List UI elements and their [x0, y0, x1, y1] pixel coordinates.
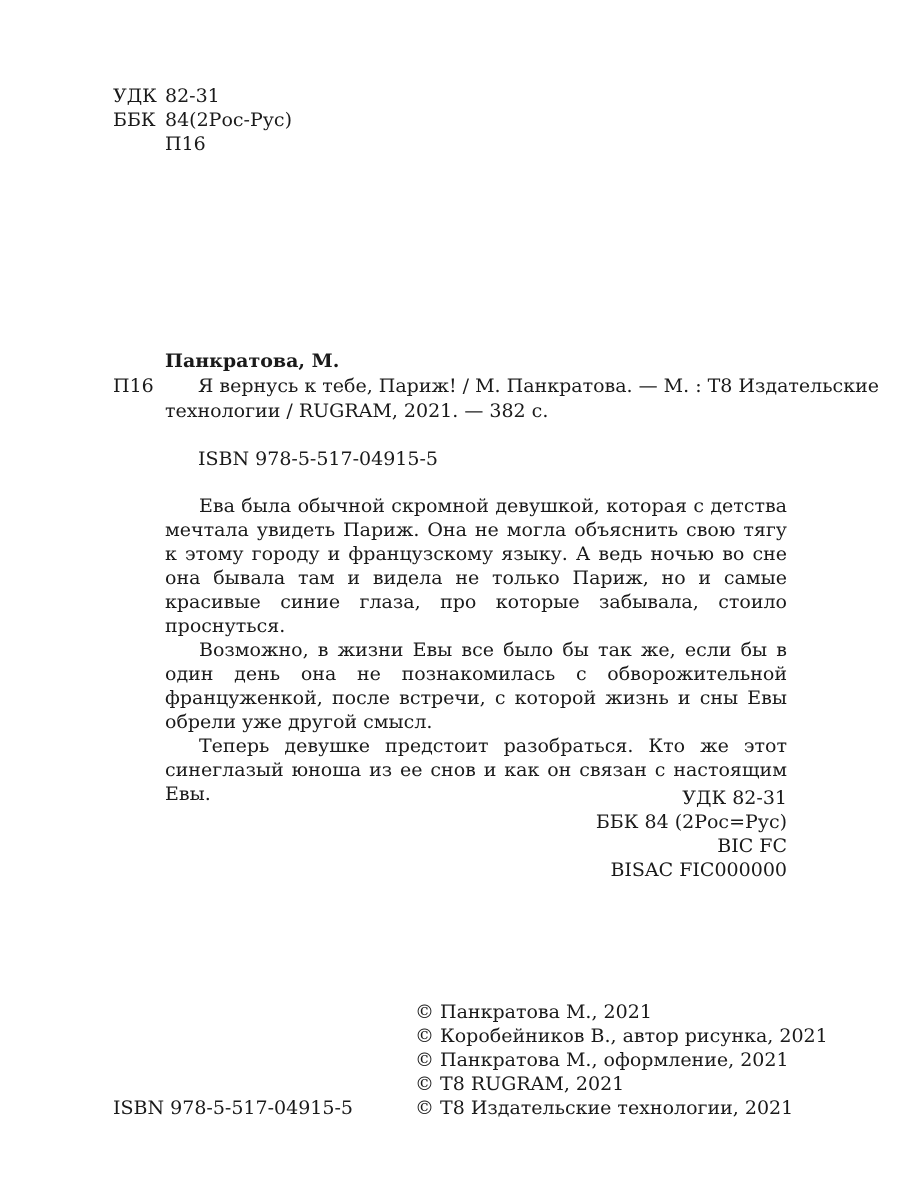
entry-title-line2: технологии / RUGRAM, 2021. — 382 с.	[165, 400, 549, 422]
copyright-line: © Т8 Издательские технологии, 2021	[415, 1097, 794, 1119]
entry-sign: П16	[113, 375, 154, 397]
annotation-paragraph: Возможно, в жизни Евы все было бы так же, если бы в один день она не познакомилась с обворожительной француженкой, после встречи, с которой жизнь и сны Евы обрели уже другой смысл.	[165, 639, 787, 733]
entry-author: Панкратова, М.	[165, 350, 340, 372]
classification-udk: УДК 82-31	[682, 787, 787, 809]
classification-bbk: ББК 84 (2Рос=Рус)	[595, 811, 787, 833]
footer-isbn: ISBN 978-5-517-04915-5	[113, 1097, 353, 1119]
copyright-line: © Панкратова М., 2021	[415, 1001, 652, 1023]
copyright-line: © Панкратова М., оформление, 2021	[415, 1049, 789, 1071]
entry-isbn: ISBN 978-5-517-04915-5	[198, 448, 438, 470]
bbk-label: ББК	[113, 109, 156, 131]
entry-title-line1: Я вернусь к тебе, Париж! / М. Панкратова. — М. : Т8 Издательские	[198, 375, 879, 397]
copyright-line: © Коробейников В., автор рисунка, 2021	[415, 1025, 828, 1047]
annotation-paragraph: Ева была обычной скромной девушкой, которая с детства мечтала увидеть Париж. Она не могла объяснить свою тягу к этому городу и французскому языку. А ведь ночью во сне она бывала там и видела не только Париж, но и самые красивые синие глаза, про которые забывала, стоило проснуться.	[165, 495, 787, 637]
udk-value: 82-31	[165, 85, 220, 107]
udk-label: УДК	[113, 85, 157, 107]
bbk-value: 84(2Рос-Рус)	[165, 109, 292, 131]
annotation	[165, 494, 787, 806]
copyright-block	[415, 1000, 828, 1120]
author-sign: П16	[165, 133, 206, 155]
copyright-line: © Т8 RUGRAM, 2021	[415, 1073, 625, 1095]
annotation-paragraph: Теперь девушке предстоит разобраться. Кто же этот синеглазый юноша из ее снов и как он связан с настоящим Евы.	[165, 735, 787, 805]
classification-block	[596, 786, 787, 882]
classification-bisac: BISAC FIC000000	[610, 859, 787, 881]
classification-bic: BIC FC	[717, 835, 787, 857]
